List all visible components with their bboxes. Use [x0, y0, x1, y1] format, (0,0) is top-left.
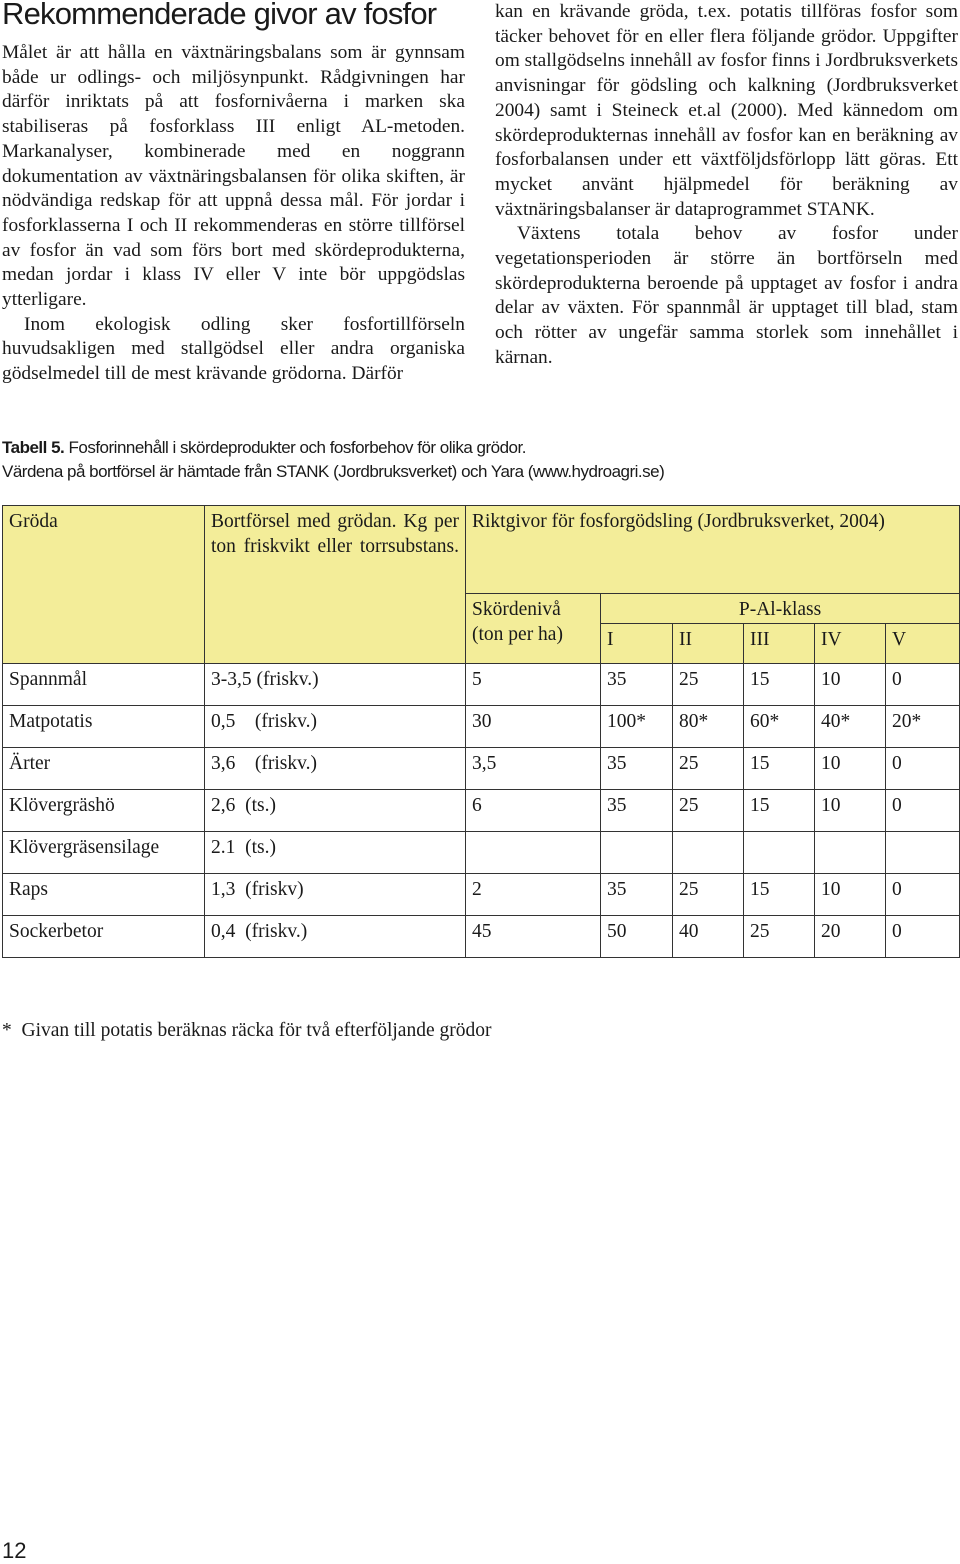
cell-crop: Klövergräsensilage — [3, 831, 205, 873]
paragraph: Målet är att hålla en växtnäringsbalans som är gynnsam både ur odlings- och miljösynpunkt. Rådgivningen har därför inriktats på att fosfornivåerna i marken ska stabiliseras på fosforklass III enligt AL-metoden. Markanalyser, kombinerade med en noggrann dokumentation av växtnäringsbalansen för olika skiften, är nödvändiga redskap för att uppnå dessa mål. För jordar i fosforklasserna I och II rekommenderas en större tillförsel av fosfor än vad som förs bort med skördeprodukterna, medan jordar i klass IV eller V inte bör uppgödslas ytterligare. — [2, 42, 465, 311]
cell-yield: 5 — [466, 663, 601, 705]
cell-class-iii — [744, 831, 815, 873]
header-removal: Bortförsel med grödan. Kg per ton friskvikt eller torrsubstans. — [205, 506, 466, 664]
table-label: Tabell 5. — [2, 438, 65, 457]
cell-removal: 2,6 (ts.) — [205, 789, 466, 831]
cell-crop: Sockerbetor — [3, 915, 205, 957]
cell-class-iii: 25 — [744, 915, 815, 957]
cell-class-ii: 80* — [673, 705, 744, 747]
cell-class-ii: 40 — [673, 915, 744, 957]
table-row — [3, 831, 960, 873]
cell-class-i: 50 — [601, 915, 673, 957]
cell-class-i: 35 — [601, 747, 673, 789]
left-column — [2, 41, 465, 387]
cell-class-ii: 25 — [673, 789, 744, 831]
cell-class-v: 0 — [886, 915, 960, 957]
cell-class-ii: 25 — [673, 663, 744, 705]
cell-class-iv: 20 — [815, 915, 886, 957]
cell-class-iv: 10 — [815, 873, 886, 915]
caption-line-1: Fosforinnehåll i skördeprodukter och fosforbehov för olika grödor. — [64, 438, 526, 457]
cell-class-i: 100* — [601, 705, 673, 747]
cell-class-iv: 10 — [815, 789, 886, 831]
header-class: V — [886, 623, 960, 663]
cell-class-iv — [815, 831, 886, 873]
cell-class-iii: 15 — [744, 873, 815, 915]
table-row — [3, 789, 960, 831]
header-class: IV — [815, 623, 886, 663]
cell-yield: 45 — [466, 915, 601, 957]
cell-removal: 0,4 (friskv.) — [205, 915, 466, 957]
caption-line-2: Värdena på bortförsel är hämtade från STANK (Jordbruksverket) och Yara (www.hydroagri.se) — [2, 462, 665, 481]
cell-class-iv: 10 — [815, 663, 886, 705]
cell-yield: 30 — [466, 705, 601, 747]
cell-class-v: 0 — [886, 663, 960, 705]
table-caption — [2, 436, 664, 484]
cell-class-iv: 10 — [815, 747, 886, 789]
paragraph: Inom ekologisk odling sker fosfortillförseln huvudsakligen med stallgödsel eller andra organiska gödselmedel till de mest krävande grödorna. Därför — [2, 313, 465, 385]
header-recommendation: Riktgivor för fosforgödsling (Jordbruksverket, 2004) — [466, 506, 960, 594]
cell-class-v: 0 — [886, 789, 960, 831]
cell-removal: 2.1 (ts.) — [205, 831, 466, 873]
table-row — [3, 747, 960, 789]
table-footnote: * Givan till potatis beräknas räcka för två efterföljande grödor — [2, 1020, 492, 1041]
cell-class-iii: 15 — [744, 789, 815, 831]
cell-class-iii: 15 — [744, 747, 815, 789]
cell-class-i: 35 — [601, 663, 673, 705]
paragraph: kan en krävande gröda, t.ex. potatis tillföras fosfor som täcker behovet för en eller flera följande grödor. Uppgifter om stallgödselns innehåll av fosfor finns i Jordbruksverkets anvisningar för gödsling och kalkning (Jordbruksverket 2004) samt i Steineck et.al (2000). Med kännedom om skördeprodukternas innehåll av fosfor kan en beräkning av fosforbalansen under ett växtföljdsförlopp lätt göras. Ett mycket använt hjälpmedel för beräkning av växtnäringsbalanser är dataprogrammet STANK. — [495, 1, 958, 220]
cell-removal: 3-3,5 (friskv.) — [205, 663, 466, 705]
cell-class-iii: 60* — [744, 705, 815, 747]
cell-yield: 6 — [466, 789, 601, 831]
cell-class-v: 0 — [886, 873, 960, 915]
header-class: II — [673, 623, 744, 663]
cell-crop: Klövergräshö — [3, 789, 205, 831]
cell-yield: 2 — [466, 873, 601, 915]
paragraph: Växtens totala behov av fosfor under vegetationsperioden är större än bortförseln med skördeprodukterna beroende på upptaget av fosfor i andra delar av växten. För spannmål är upptaget till blad, stam och rötter av ungefär samma storlek som innehållet i kärnan. — [495, 223, 958, 368]
cell-class-v — [886, 831, 960, 873]
right-column — [495, 0, 958, 371]
cell-class-ii — [673, 831, 744, 873]
phosphorus-table — [2, 505, 960, 958]
cell-class-iv: 40* — [815, 705, 886, 747]
page-number: 12 — [2, 1538, 27, 1563]
header-class: I — [601, 623, 673, 663]
page-heading: Rekommenderade givor av fosfor — [2, 0, 437, 31]
cell-class-v: 20* — [886, 705, 960, 747]
cell-class-iii: 15 — [744, 663, 815, 705]
table-row — [3, 873, 960, 915]
cell-removal: 0,5 (friskv.) — [205, 705, 466, 747]
cell-class-i — [601, 831, 673, 873]
cell-crop: Spannmål — [3, 663, 205, 705]
cell-removal: 1,3 (friskv) — [205, 873, 466, 915]
header-yield-level: Skördenivå (ton per ha) — [466, 594, 601, 664]
table-row — [3, 705, 960, 747]
table-row — [3, 663, 960, 705]
cell-class-ii: 25 — [673, 747, 744, 789]
table-row — [3, 915, 960, 957]
cell-removal: 3,6 (friskv.) — [205, 747, 466, 789]
header-class: III — [744, 623, 815, 663]
cell-crop: Raps — [3, 873, 205, 915]
header-crop: Gröda — [3, 506, 205, 664]
cell-yield — [466, 831, 601, 873]
cell-class-i: 35 — [601, 789, 673, 831]
cell-yield: 3,5 — [466, 747, 601, 789]
cell-class-ii: 25 — [673, 873, 744, 915]
cell-crop: Ärter — [3, 747, 205, 789]
cell-class-i: 35 — [601, 873, 673, 915]
cell-class-v: 0 — [886, 747, 960, 789]
cell-crop: Matpotatis — [3, 705, 205, 747]
header-p-al-class: P-Al-klass — [601, 594, 960, 624]
